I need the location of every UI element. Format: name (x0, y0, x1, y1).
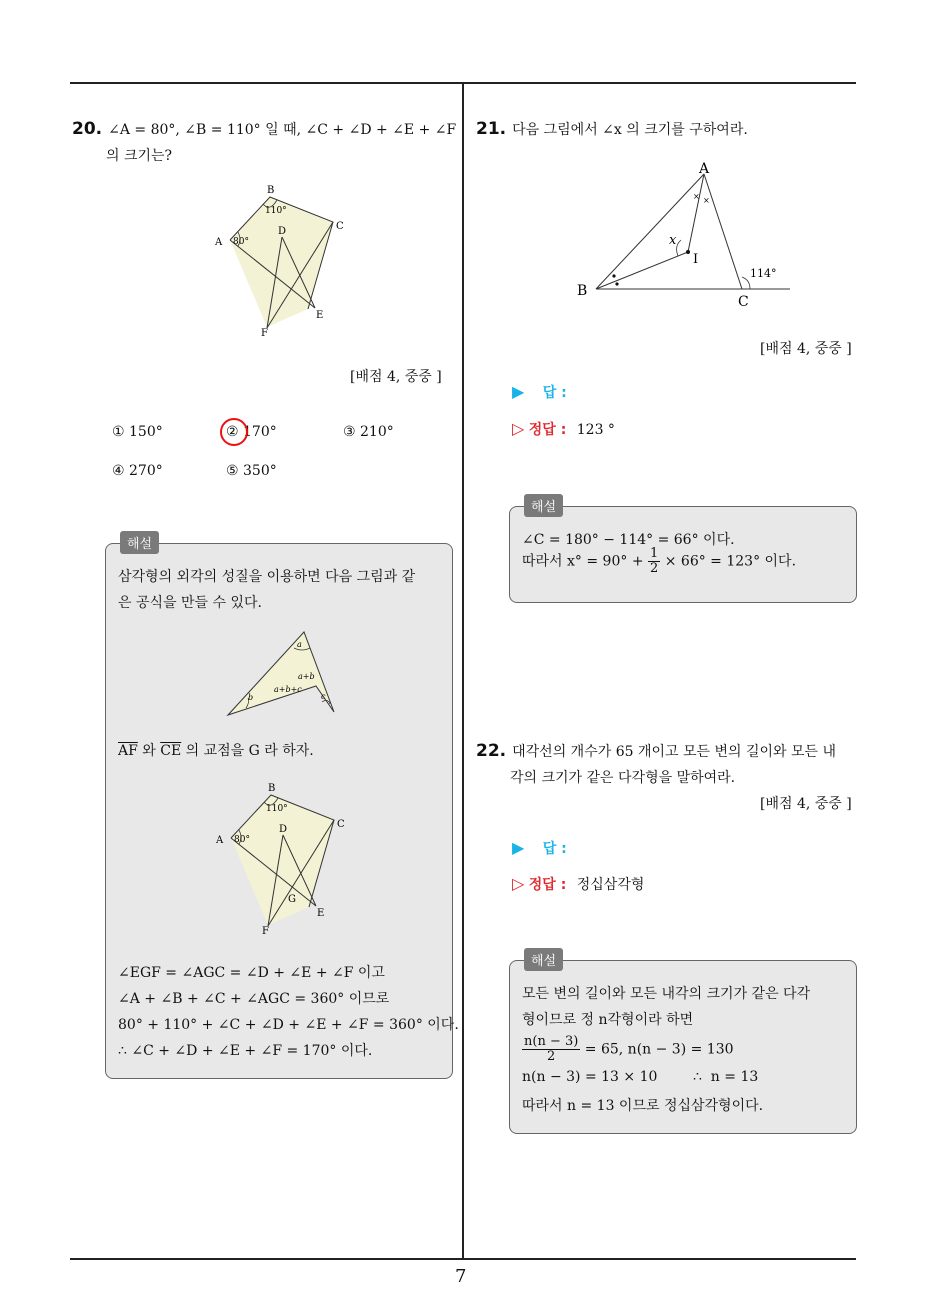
q20-sol-figure1 (224, 628, 344, 718)
segment-af: $\overline{AF}$ (118, 743, 138, 759)
q21-answer-row (512, 382, 567, 402)
answer-triangle-icon: ▶ (512, 838, 525, 857)
q20-figure (205, 182, 355, 342)
q20-choice-5[interactable]: ⑤ 350° (226, 463, 277, 479)
q21-sol-line1: ∠C = 180° − 114° = 66° 이다. (522, 532, 735, 548)
q21-sol-line2-pre: 따라서 x° = 90° + (522, 553, 644, 570)
q22-text-line2: 각의 크기가 같은 다각형을 말하여라. (510, 770, 736, 786)
q21-answer-label: 답 : (542, 385, 567, 401)
q22-number: 22. (476, 741, 507, 761)
q21-label-angle: 114° (750, 267, 777, 280)
q21-sol-fraction (648, 547, 660, 576)
q21-text: 다음 그림에서 ∠x 의 크기를 구하여라. (512, 122, 748, 138)
fig2-label-g: G (288, 894, 296, 905)
q21-question (476, 116, 856, 143)
q22-text-line1: 대각선의 개수가 65 개이고 모든 변의 길이와 모든 내 (512, 744, 837, 760)
answer-triangle-icon: ▶ (512, 382, 525, 401)
q20-sol-line2: 은 공식을 만들 수 있다. (118, 595, 262, 611)
column-divider (462, 82, 464, 1260)
q20-sol-line3 (118, 740, 314, 760)
q21-frac-den: 2 (650, 561, 659, 576)
fig1-label-b: b (248, 693, 254, 702)
q20-choice-2-label: ② 170° (226, 424, 277, 440)
q22-sol-line2: 형이므로 정 n각형이라 하면 (522, 1012, 694, 1028)
q21-sol-line2-post: × 66° = 123° 이다. (664, 553, 797, 570)
segment-ce: $\overline{CE}$ (160, 743, 182, 759)
q20-choice-3[interactable]: ③ 210° (343, 424, 394, 440)
q20-label-e: E (316, 310, 324, 321)
q21-solution-tag: 해설 (524, 494, 563, 517)
q21-mark-1: × (693, 192, 700, 201)
q22-correct-value: 정십삼각형 (576, 877, 645, 893)
q22-correct-row (512, 874, 644, 894)
q20-label-c: C (336, 221, 344, 232)
fig2-label-a: A (216, 835, 224, 846)
q22-answer-label: 답 : (542, 841, 567, 857)
q20-sol-line3-mid: 와 (137, 743, 161, 759)
q21-sol-line2 (522, 547, 796, 576)
q21-solution-box (509, 500, 857, 603)
q22-solution-tag: 해설 (524, 948, 563, 971)
q21-mark-2: × (703, 196, 710, 205)
q21-label-b: B (577, 283, 588, 299)
q20-solution-box (105, 537, 459, 1079)
q20-label-b: B (267, 185, 275, 196)
q20-number: 20. (72, 119, 103, 139)
q21-frac-num: 1 (650, 546, 659, 561)
fig2-label-angle-b: 110° (266, 804, 288, 814)
correct-triangle-icon: ▷ (512, 419, 525, 438)
q22-question (476, 738, 861, 791)
fig1-label-ab: a+b (298, 672, 315, 681)
q20-sol-line3-rest: 의 교점을 G 라 하자. (181, 743, 314, 759)
q21-correct-row (512, 419, 615, 439)
q20-sol-eq2: ∠A + ∠B + ∠C + ∠AGC = 360° 이므로 (118, 991, 390, 1007)
q22-frac-num: n(n − 3) (524, 1034, 579, 1049)
q22-frac-den: 2 (547, 1049, 556, 1064)
fig2-label-d: D (279, 824, 288, 835)
q22-sol-line3 (522, 1035, 734, 1064)
fig1-label-c: c (321, 692, 326, 701)
q20-solution-tag: 해설 (120, 531, 159, 554)
q22-sol-line5: 따라서 n = 13 이므로 정십삼각형이다. (522, 1098, 764, 1114)
q20-choice-2[interactable] (226, 424, 277, 440)
q21-number: 21. (476, 119, 507, 139)
q20-text-line1: ∠A = 80°, ∠B = 110° 일 때, ∠C + ∠D + ∠E + ∠F (108, 122, 457, 138)
q22-correct-label: 정답 : (528, 877, 567, 893)
fig1-label-a: a (297, 640, 302, 649)
q21-correct-label: 정답 : (528, 422, 567, 438)
q21-meta: [배점 4, 중중 ] (760, 341, 852, 357)
fig2-label-angle-a: 80° (234, 835, 250, 845)
q22-sol-line4: n(n − 3) = 13 × 10 ∴ n = 13 (522, 1069, 759, 1085)
q20-question (72, 116, 457, 169)
q21-label-i: I (693, 252, 699, 267)
q20-label-angle-a: 80° (233, 237, 249, 247)
q20-choice-1[interactable]: ① 150° (112, 424, 163, 440)
q20-sol-line1: 삼각형의 외각의 성질을 이용하면 다음 그림과 같 (118, 569, 416, 585)
q20-meta: [배점 4, 중중 ] (350, 369, 442, 385)
fig2-label-f: F (262, 926, 269, 937)
q20-label-f: F (261, 328, 268, 339)
q21-figure (574, 156, 798, 312)
q22-sol-line3-post: = 65, n(n − 3) = 130 (584, 1041, 734, 1058)
fig2-label-e: E (317, 908, 325, 919)
fig2-label-b: B (268, 783, 276, 794)
q20-sol-eq3: 80° + 110° + ∠C + ∠D + ∠E + ∠F = 360° 이다. (118, 1017, 459, 1033)
q20-label-d: D (278, 226, 287, 237)
q21-correct-value: 123 ° (576, 422, 615, 438)
q21-label-a: A (699, 161, 710, 177)
q22-solution-box (509, 954, 857, 1134)
page-number: 7 (455, 1266, 467, 1287)
q20-sol-eq4: ∴ ∠C + ∠D + ∠E + ∠F = 170° 이다. (118, 1043, 373, 1059)
q22-sol-line1: 모든 변의 길이와 모든 내각의 크기가 같은 다각 (522, 986, 811, 1002)
selected-choice-circle-icon (220, 418, 248, 446)
q20-sol-figure2 (206, 780, 356, 940)
fig1-label-abc: a+b+c (274, 685, 302, 694)
bottom-rule (70, 1258, 856, 1260)
correct-triangle-icon: ▷ (512, 874, 525, 893)
q22-meta: [배점 4, 중중 ] (760, 796, 852, 812)
q20-label-angle-b: 110° (265, 206, 287, 216)
q22-sol-fraction (522, 1035, 580, 1064)
q21-label-x: x (669, 233, 677, 248)
q20-choice-4[interactable]: ④ 270° (112, 463, 163, 479)
q20-label-a: A (215, 237, 223, 248)
q20-sol-eq1: ∠EGF = ∠AGC = ∠D + ∠E + ∠F 이고 (118, 965, 385, 981)
q20-text-line2: 의 크기는? (106, 148, 173, 164)
q22-answer-row (512, 838, 567, 858)
q21-label-c: C (738, 294, 749, 310)
fig2-label-c: C (337, 819, 345, 830)
